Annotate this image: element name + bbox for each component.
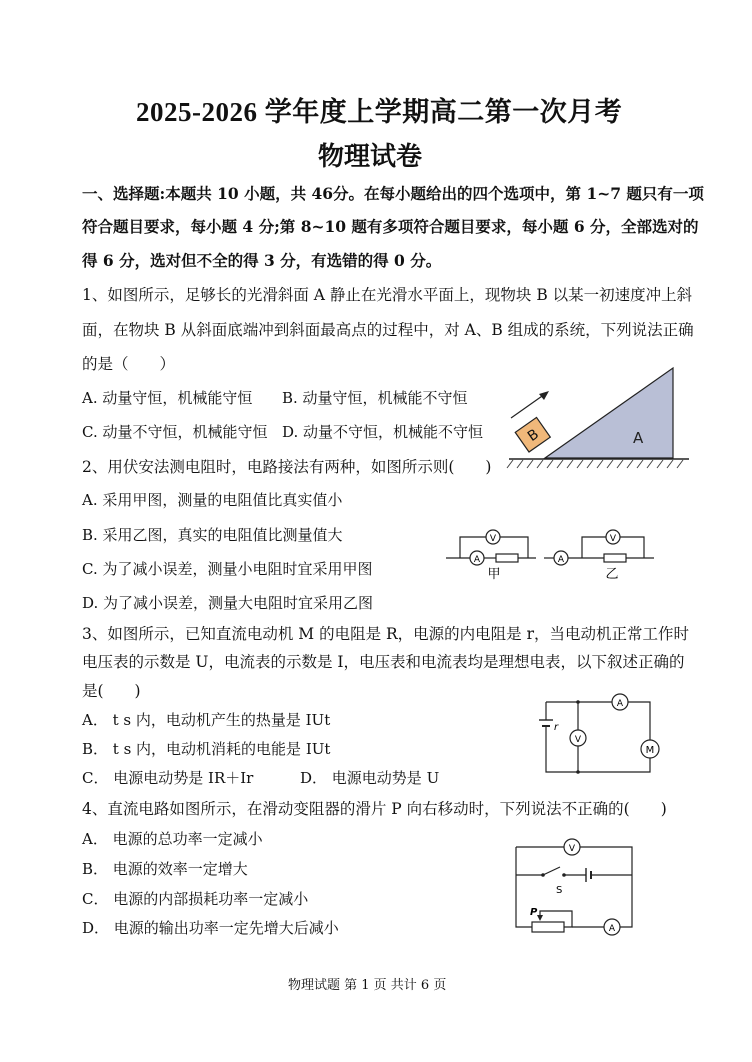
svg-text:V: V xyxy=(489,534,497,544)
svg-text:M: M xyxy=(645,745,655,756)
circuit-yi xyxy=(544,530,654,582)
velocity-arrow xyxy=(511,394,545,418)
q2-option-c: C. 为了减小误差，测量小电阻时宜采用甲图 xyxy=(82,560,373,578)
svg-text:V: V xyxy=(609,534,617,544)
q4-option-c: C． 电源的内部损耗功率一定减小 xyxy=(82,890,309,908)
q1-option-a: A. 动量守恒，机械能守恒 xyxy=(82,389,253,407)
q3-stem-line3: 是( ) xyxy=(82,682,141,700)
q1-stem-line1: 1、如图所示，足够长的光滑斜面 A 静止在光滑水平面上，现物块 B 以某一初速度冲上斜 xyxy=(82,286,693,304)
slider-p-label: P xyxy=(530,907,538,918)
incline-a-shape xyxy=(545,368,673,458)
block-b-label: B xyxy=(524,426,542,445)
q2-option-b: B. 采用乙图，真实的电阻值比测量值大 xyxy=(82,526,343,544)
q1-stem-line2: 面，在物块 B 从斜面底端冲到斜面最高点的过程中，对 A、B 组成的系统，下列说法正确 xyxy=(82,321,694,339)
q3-stem-line2: 电压表的示数是 U，电流表的示数是 I，电压表和电流表均是理想电表，以下叙述正确的 xyxy=(82,653,685,671)
q4-option-b: B． 电源的效率一定增大 xyxy=(82,860,248,878)
rheostat-icon xyxy=(532,922,564,932)
resistor-icon xyxy=(604,554,626,562)
section-instructions-line3: 得 6 分，选对但不全的得 3 分，有选错的得 0 分。 xyxy=(82,251,442,270)
section-instructions-line2: 符合题目要求，每小题 4 分;第 8~10 题有多项符合题目要求，每小题 6 分，全部选对的 xyxy=(82,217,699,236)
svg-text:V: V xyxy=(568,844,576,854)
svg-text:A: A xyxy=(608,924,616,934)
svg-text:A: A xyxy=(616,699,624,709)
arrow-head-icon xyxy=(539,391,549,400)
internal-resistance-label: r xyxy=(554,722,559,733)
slider-arrow-icon xyxy=(537,915,543,921)
page-footer: 物理试题 第 1 页 共计 6 页 xyxy=(288,978,447,993)
q1-option-b: B. 动量守恒，机械能不守恒 xyxy=(282,389,468,407)
q1-incline-figure xyxy=(505,362,705,472)
resistor-icon xyxy=(496,554,518,562)
switch-icon xyxy=(543,867,560,875)
q1-option-c: C. 动量不守恒，机械能守恒 xyxy=(82,423,268,441)
svg-text:A: A xyxy=(473,555,481,565)
exam-subtitle: 物理试卷 xyxy=(318,142,423,172)
q2-circuit-figure xyxy=(444,523,659,583)
exam-title: 2025-2026 学年度上学期高二第一次月考 xyxy=(136,97,623,127)
q3-circuit-figure xyxy=(536,692,666,778)
q2-stem: 2、用伏安法测电阻时，电路接法有两种，如图所示则( ) xyxy=(82,458,492,476)
q4-circuit-figure xyxy=(512,835,642,935)
label-yi: 乙 xyxy=(605,567,619,582)
q4-option-d: D． 电源的输出功率一定先增大后减小 xyxy=(82,919,339,937)
incline-a-label: A xyxy=(633,429,644,447)
q2-option-a: A. 采用甲图，测量的电阻值比真实值小 xyxy=(82,491,343,509)
q1-stem-line3: 的是（ ） xyxy=(82,355,176,373)
q4-option-a: A． 电源的总功率一定减小 xyxy=(82,830,263,848)
q3-option-d: D． 电源电动势是 U xyxy=(300,769,440,787)
q3-option-a: A． t s 内，电动机产生的热量是 IUt xyxy=(82,711,331,729)
q3-option-c: C． 电源电动势是 IR＋Ir xyxy=(82,769,254,787)
q3-stem-line1: 3、如图所示，已知直流电动机 M 的电阻是 R，电源的内电阻是 r，当电动机正常工作时 xyxy=(82,625,690,643)
q3-option-b: B． t s 内，电动机消耗的电能是 IUt xyxy=(82,740,331,758)
section-instructions-line1: 一、选择题:本题共 10 小题，共 46分。在每小题给出的四个选项中，第 1~7 题只有一项 xyxy=(82,184,704,203)
q4-stem: 4、直流电路如图所示，在滑动变阻器的滑片 P 向右移动时，下列说法不正确的( ) xyxy=(82,800,667,818)
label-jia: 甲 xyxy=(487,567,501,582)
switch-label: S xyxy=(556,885,563,896)
block-b xyxy=(515,417,550,452)
q1-option-d: D. 动量不守恒，机械能不守恒 xyxy=(282,423,484,441)
q2-option-d: D. 为了减小误差，测量大电阻时宜采用乙图 xyxy=(82,594,374,612)
circuit-jia xyxy=(446,530,536,582)
svg-text:V: V xyxy=(574,735,582,745)
svg-text:A: A xyxy=(557,555,565,565)
